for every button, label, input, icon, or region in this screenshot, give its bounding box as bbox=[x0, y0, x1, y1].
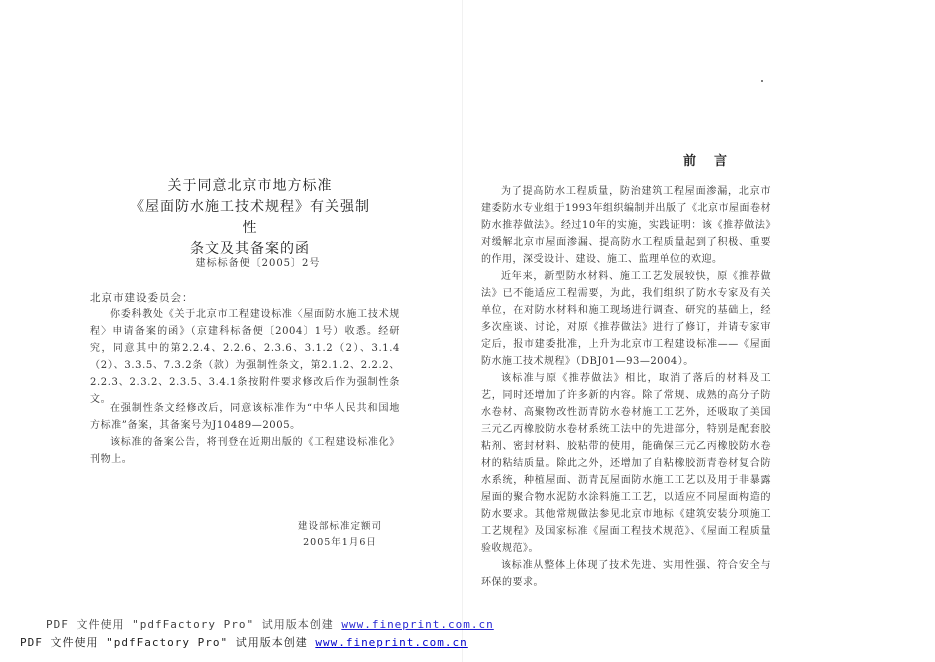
preface-paragraph-2: 近年来，新型防水材料、施工工艺发展较快，原《推荐做法》已不能适应工程需要，为此，我们组织了防水专家及有关单位，在对防水材料和施工现场进行调查、研究的基础上，经多次座谈、讨论，对原《推荐做法》进行了修订，并请专家审定后，报市建委批准，上升为北京市工程建设标准——《屋面防水施工技术规程》（DBJ01—93—2004）。 bbox=[481, 271, 771, 367]
notice-title-line-3: 条文及其备案的函 bbox=[190, 241, 310, 257]
footer-link[interactable]: www.fineprint.com.cn bbox=[341, 618, 494, 631]
notice-title-line-2: 《屋面防水施工技术规程》有关强制性 bbox=[130, 199, 370, 236]
document-number: 建标标备便〔2005〕2号 bbox=[195, 258, 321, 269]
preface-paragraph-4: 该标准从整体上体现了技术先进、实用性强、符合安全与环保的要求。 bbox=[481, 560, 771, 588]
signature-date: 2005年1月6日 bbox=[303, 537, 377, 548]
pdf-watermark-footer-ghost bbox=[46, 616, 494, 632]
notice-title-line-1: 关于同意北京市地方标准 bbox=[167, 178, 333, 194]
footer-text: PDF 文件使用 "pdfFactory Pro" 试用版本创建 bbox=[46, 618, 334, 631]
notice-body-2 bbox=[90, 400, 400, 468]
notice-title bbox=[130, 176, 370, 260]
notice-body bbox=[90, 306, 400, 408]
preface-title: 前言 bbox=[682, 154, 745, 169]
notice-paragraph-3: 该标准的备案公告，将刊登在近期出版的《工程建设标准化》刊物上。 bbox=[90, 437, 400, 465]
footer-link[interactable]: www.fineprint.com.cn bbox=[315, 636, 468, 649]
preface-body bbox=[481, 183, 771, 591]
pdf-watermark-footer bbox=[20, 634, 468, 650]
left-page bbox=[0, 0, 463, 662]
preface-paragraph-1: 为了提高防水工程质量，防治建筑工程屋面渗漏，北京市建委防水专业组于1993年组织编制并出版了《北京市屋面卷材防水推荐做法》。经过10年的实施，实践证明：该《推荐做法》对缓解北京市屋面渗漏、提高防水工程质量起到了积极、重要的作用，深受设计、建设、施工、监理单位的欢迎。 bbox=[481, 186, 771, 265]
addressee: 北京市建设委员会： bbox=[90, 292, 194, 304]
footer-text: PDF 文件使用 "pdfFactory Pro" 试用版本创建 bbox=[20, 636, 308, 649]
notice-paragraph-1: 你委科教处《关于北京市工程建设标准〈屋面防水施工技术规程〉申请备案的函》（京建科标备便〔2004〕1号）收悉。经研究，同意其中的第2.2.4、2.2.6、2.3.6、3.1.2（2）、3.1.4（2）、3.3.5、7.3.2条（款）为强制性条文，第2.1.2、2.2.2、2.2.3、2.3.2、2.3.5、3.4.1条按附件要求修改后作为强制性条文。 bbox=[90, 309, 400, 405]
signature-org: 建设部标准定额司 bbox=[297, 521, 382, 532]
scan-speck bbox=[761, 80, 763, 82]
right-page bbox=[463, 0, 935, 662]
preface-paragraph-3: 该标准与原《推荐做法》相比，取消了落后的材料及工艺，同时还增加了许多新的内容。除了常规、成熟的高分子防水卷材、高聚物改性沥青防水卷材施工工艺外，还吸取了美国三元乙丙橡胶防水卷材系统工法中的先进部分，特别是配套胶粘剂、密封材料、胶粘带的使用，能确保三元乙丙橡胶防水卷材的粘结质量。除此之外，还增加了自粘橡胶沥青卷材复合防水系统，种植屋面、沥青瓦屋面防水施工工艺以及用于非暴露屋面的聚合物水泥防水涂料施工工艺，以适应不同屋面构造的防水要求。其他常规做法参见北京市地标《建筑安装分项施工工艺规程》及国家标准《屋面工程技术规范》、《屋面工程质量验收规范》。 bbox=[481, 373, 771, 554]
notice-paragraph-2: 在强制性条文经修改后，同意该标准作为“中华人民共和国地方标准”备案，其备案号为J10489—2005。 bbox=[90, 403, 400, 431]
